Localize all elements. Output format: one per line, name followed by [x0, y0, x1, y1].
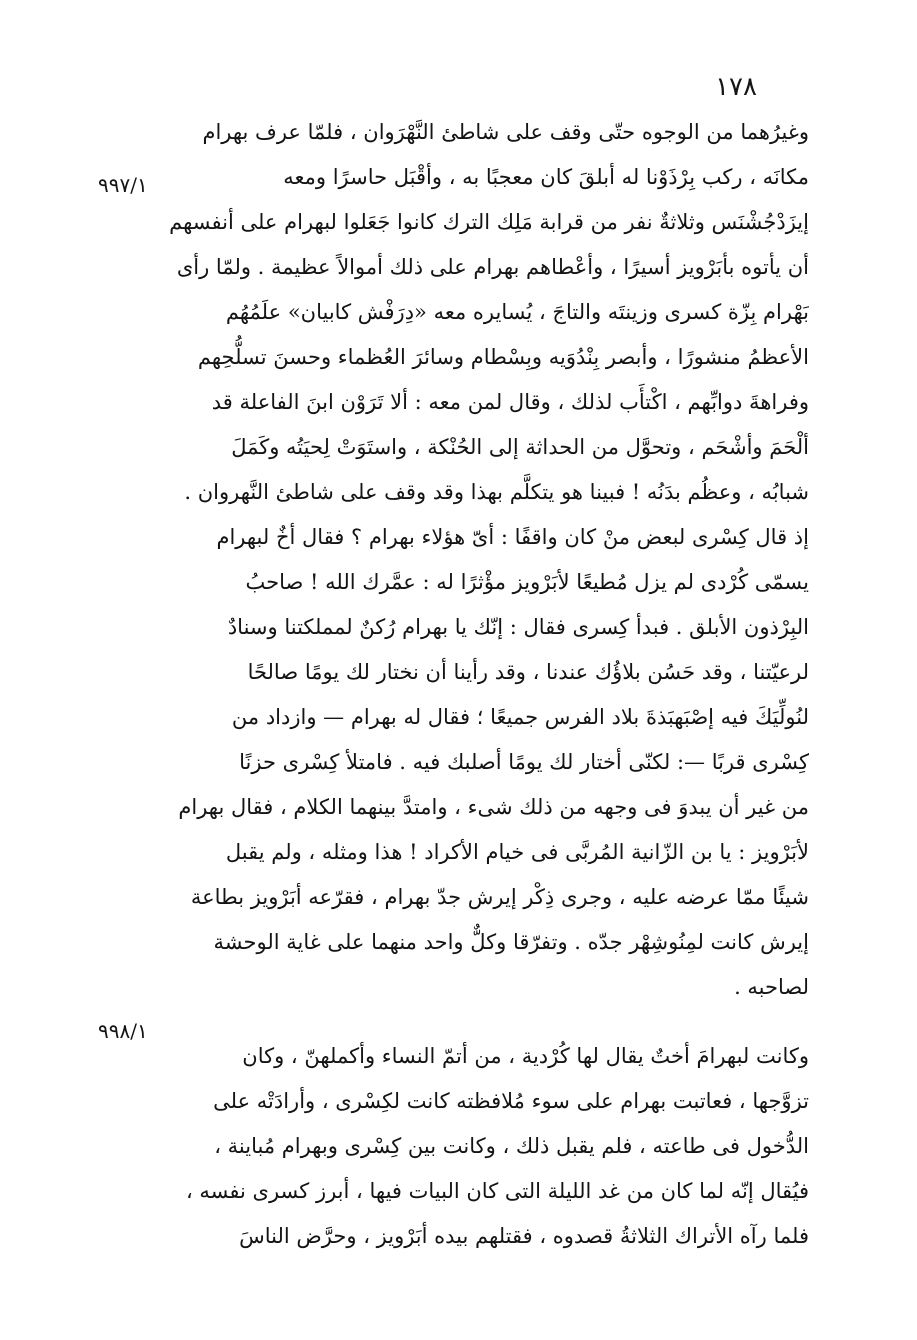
- text-line: لصاحبه .: [734, 975, 809, 999]
- paragraph-spacer: [129, 1010, 809, 1034]
- text-line: أن يأتوه بأبَرْويز أسيرًا ، وأعْطاهم بهرام على ذلك أموالاً عظيمة . ولمّا رأى: [176, 255, 809, 279]
- text-line: وكانت لبهرامَ أختٌ يقال لها كُرْدية ، من أتمّ النساء وأكملهنّ ، وكان: [242, 1044, 809, 1068]
- text-line: شيئًا ممّا عرضه عليه ، وجرى ذِكْر إيرش جدّ بهرام ، فقرّعه أبَرْويز بطاعة: [190, 885, 809, 909]
- paragraph-2: [129, 1034, 809, 1259]
- text-line: إيزَدْجُشْنَس وثلاثةٌ نفر من قرابة مَلِك الترك كانوا جَعَلوا لبهرام على أنفسهم: [169, 210, 809, 234]
- text-line: وغيرُهما من الوجوه حتّى وقف على شاطئ النَّهْرَوان ، فلمّا عرف بهرام: [202, 120, 809, 144]
- text-line: فيُقال إنّه لما كان من غد الليلة التى كان البيات فيها ، أبرز كسرى نفسه ،: [185, 1179, 809, 1203]
- text-line: يسمّى كُرْدى لم يزل مُطيعًا لأبَرْويز مؤْثرًا له : عمَّرك الله ! صاحبُ: [245, 570, 809, 594]
- text-line: وفراهةَ دوابِّهم ، اكْتأَب لذلك ، وقال لمن معه : ألا تَرَوْن ابنَ الفاعلة قد: [211, 390, 809, 414]
- text-line: فلما رآه الأتراك الثلاثةُ قصدوه ، فقتلهم بيده أبَرْويز ، وحرَّض الناسَ: [239, 1224, 809, 1248]
- text-line: إذ قال كِسْرى لبعض منْ كان واقفًا : أىّ هؤلاء بهرام ؟ فقال أخٌ لبهرام: [216, 525, 809, 549]
- text-line: تزوَّجها ، فعاتبت بهرام على سوء مُلافظته كانت لكِسْرى ، وأرادَتْه على: [213, 1089, 809, 1113]
- text-line: لرعيّتنا ، وقد حَسُن بلاؤُك عندنا ، وقد رأينا أن نختار لك يومًا صالحًا: [247, 660, 809, 684]
- margin-reference-2: ٩٩٨/١: [98, 1019, 148, 1043]
- text-line: الدُّخول فى طاعته ، فلم يقبل ذلك ، وكانت بين كِسْرى وبهرام مُباينة ،: [214, 1134, 809, 1158]
- main-text: [129, 110, 809, 1259]
- text-line: ألْحَمَ وأشْحَم ، وتحوَّل من الحداثة إلى الحُنْكة ، واستَوَتْ لِحيَتُه وكَمَلَ: [231, 435, 809, 459]
- text-line: شبابُه ، وعظُم بدَنُه ! فبينا هو يتكلَّم بهذا وقد وقف على شاطئ النَّهروان .: [184, 480, 809, 504]
- text-line: من غير أن يبدوَ فى وجهه من ذلك شىء ، وامتدَّ بينهما الكلام ، فقال بهرام: [178, 795, 809, 819]
- text-line: البِرْذون الأبلق . فبدأ كِسرى فقال : إنّك يا بهرام رُكنٌ لمملكتنا وسنادٌ: [227, 615, 809, 639]
- margin-reference-1: ٩٩٧/١: [98, 173, 148, 197]
- page-number: ١٧٨: [715, 72, 757, 102]
- text-line: مكانَه ، ركب بِرْذَوْنا له أبلقَ كان معجبًا به ، وأقْبَل حاسرًا ومعه: [283, 165, 809, 189]
- paragraph-1: [129, 110, 809, 1010]
- text-line: لنُولِّيَكَ فيه إصْبَهبَذةَ بلاد الفرس جميعًا ؛ فقال له بهرام — وازداد من: [231, 705, 809, 729]
- text-line: بَهْرام بِزّة كسرى وزينتَه والتاجَ ، يُسايره معه «دِرَفْش كابيان» علَمُهُم: [225, 300, 809, 324]
- text-line: لأبَرْويز : يا بن الزّانية المُربَّى فى خيام الأكراد ! هذا ومثله ، ولم يقبل: [225, 840, 809, 864]
- text-line: الأعظمُ منشورًا ، وأبصر بِنْدُوَيه وبِسْطام وسائرَ العُظماء وحسنَ تسلُّحِهم: [197, 345, 809, 369]
- text-line: إيرش كانت لمِنُوشِهْر جدّه . وتفرّقا وكلٌّ واحد منهما على غاية الوحشة: [213, 930, 809, 954]
- text-line: كِسْرى قربًا —: لكنّى أختار لك يومًا أصلبك فيه . فامتلأ كِسْرى حزنًا: [239, 750, 809, 774]
